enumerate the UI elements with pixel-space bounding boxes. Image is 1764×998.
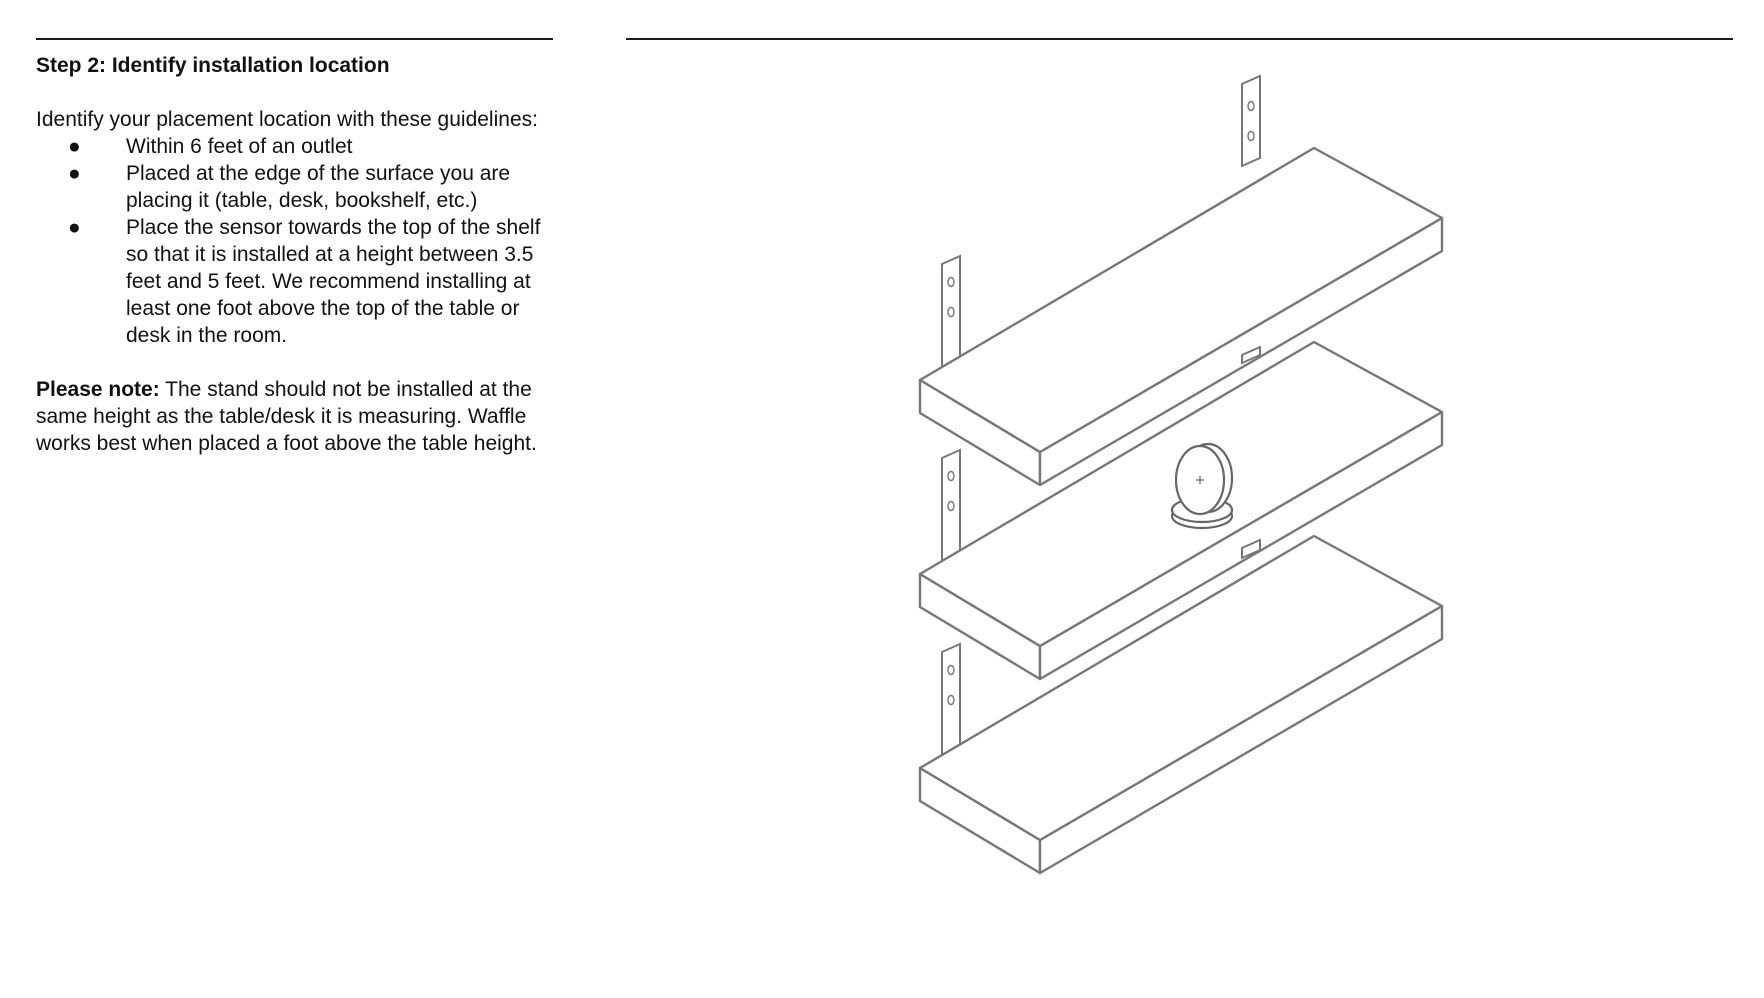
list-item	[36, 214, 556, 349]
note-text: The stand should not be installed at the same height as the table/desk it is measuring. Waffle works best when placed a foot above the table height.	[36, 378, 537, 455]
note-paragraph	[36, 376, 556, 457]
guidelines-list	[36, 133, 556, 349]
list-item	[36, 133, 556, 160]
top-shelf-back-bracket-icon	[1242, 76, 1260, 166]
bottom-shelf-front-bracket-icon	[942, 644, 960, 760]
top-divider-left	[36, 38, 553, 40]
top-divider-right	[626, 38, 1733, 40]
guideline-text: Within 6 feet of an outlet	[126, 135, 353, 158]
note-label: Please note:	[36, 378, 160, 401]
middle-shelf-front-bracket-icon	[942, 450, 960, 566]
bullet-icon: ●	[68, 162, 81, 185]
guideline-text: Place the sensor towards the top of the shelf so that it is installed at a height between 3.5 feet and 5 feet. We recommend installing at least one foot above the top of the table or desk in the room.	[126, 216, 541, 347]
guideline-text: Placed at the edge of the surface you are placing it (table, desk, bookshelf, etc.)	[126, 162, 511, 212]
step-title: Step 2: Identify installation location	[36, 54, 390, 77]
top-shelf-front-bracket-icon	[942, 256, 960, 372]
bullet-icon: ●	[68, 135, 81, 158]
instructions-column	[36, 52, 556, 457]
intro-text: Identify your placement location with these guidelines:	[36, 108, 538, 131]
bullet-icon: ●	[68, 216, 81, 239]
list-item	[36, 160, 556, 214]
shelves-illustration	[880, 70, 1480, 900]
wall-shelves-with-sensor-illustration-icon	[880, 70, 1480, 900]
